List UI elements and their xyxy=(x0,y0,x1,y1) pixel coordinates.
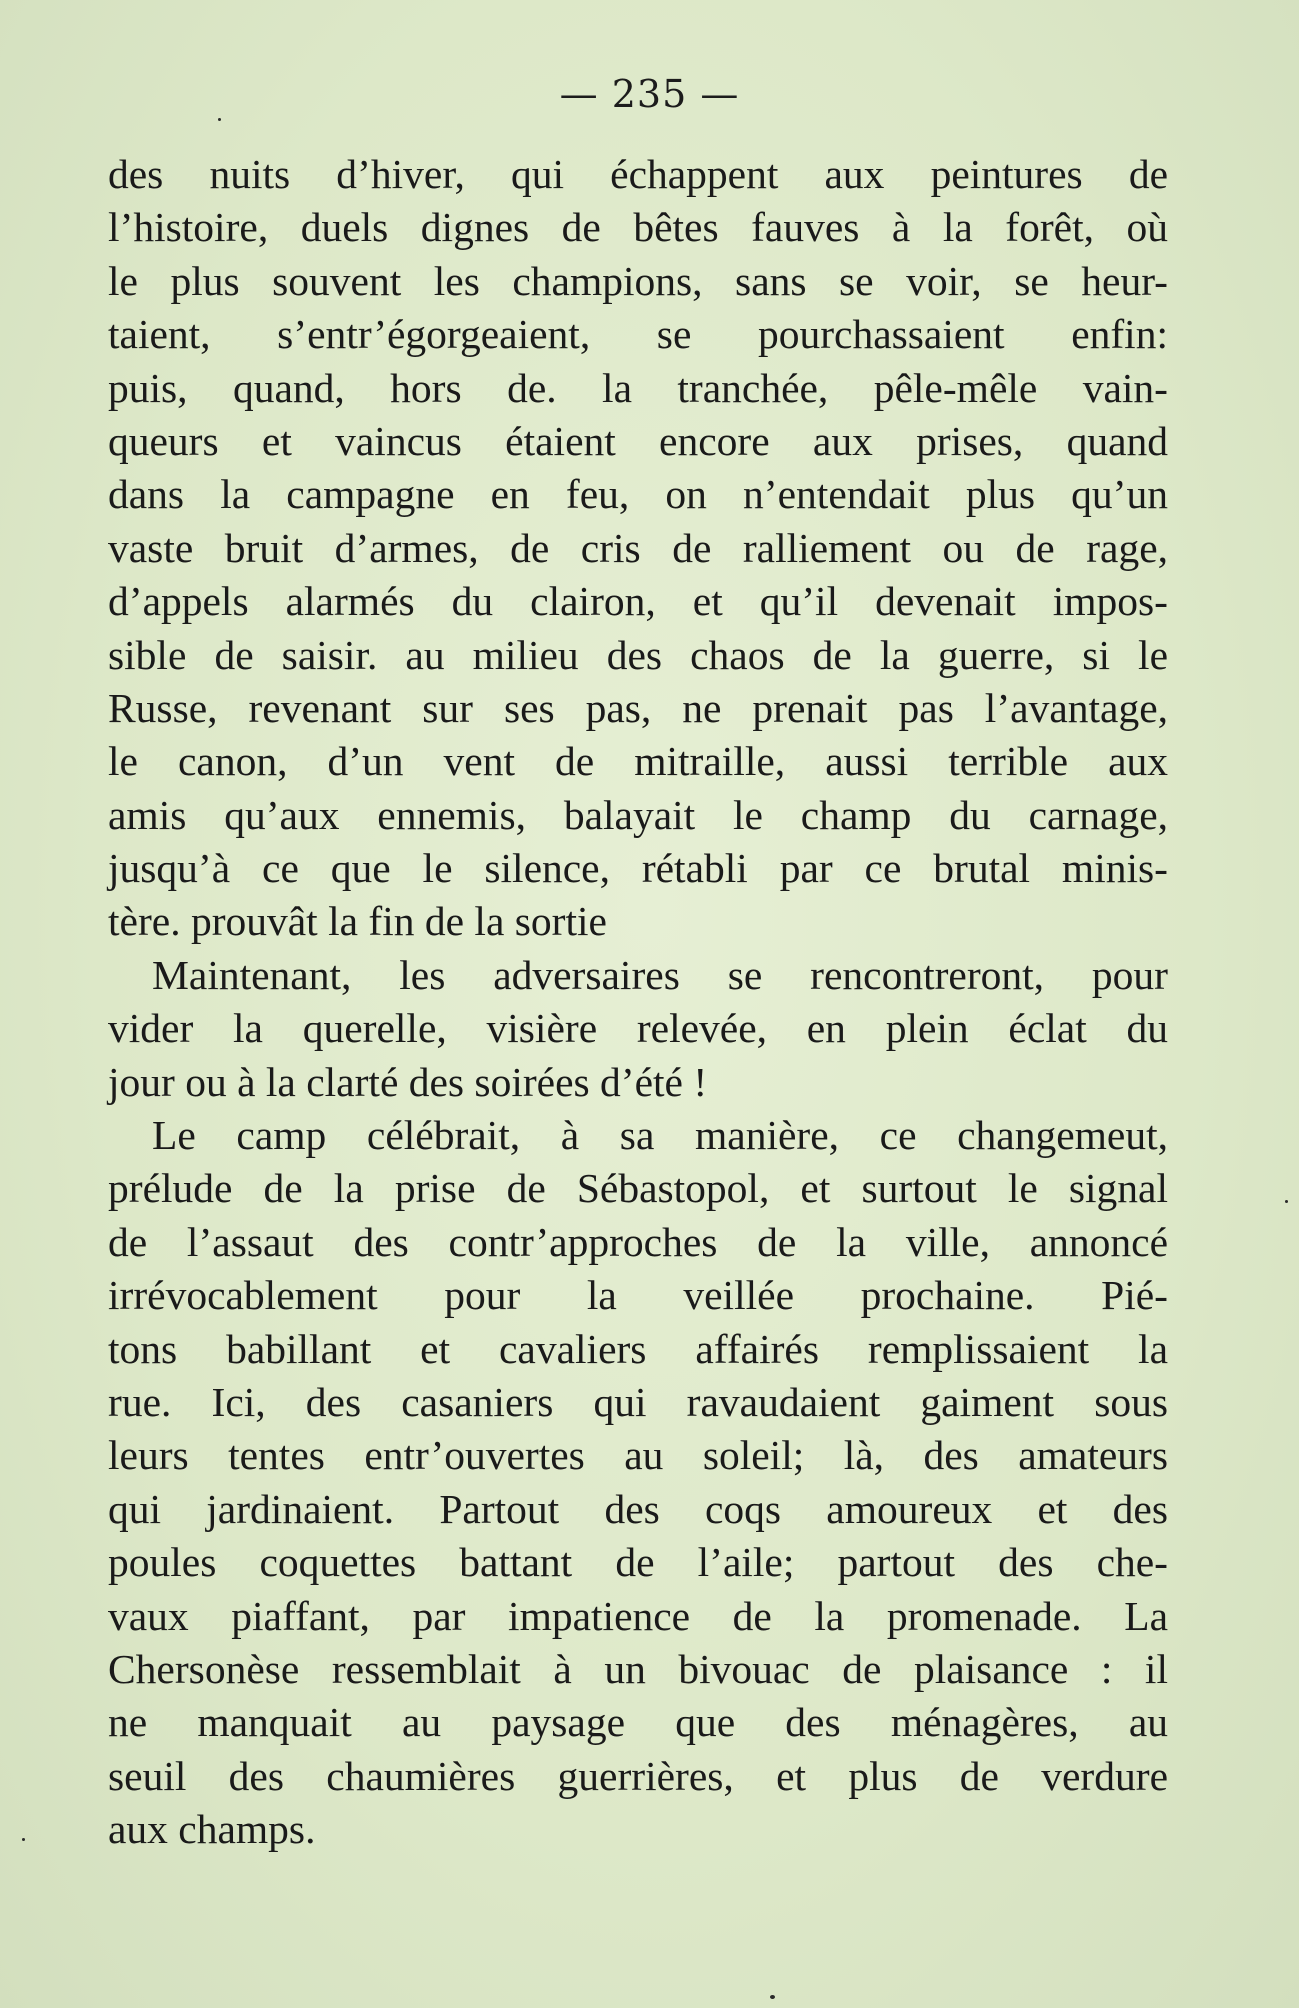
text-line: sible de saisir. au milieu des chaos de la guerre, si le xyxy=(108,631,1168,678)
text-line: prélude de la prise de Sébastopol, et surtout le signal xyxy=(108,1165,1168,1212)
text-line: vaux piaffant, par impatience de la promenade. La xyxy=(108,1592,1168,1639)
text-line: Le camp célébrait, à sa manière, ce changemeut, xyxy=(152,1112,1168,1159)
paper-speck xyxy=(218,118,221,121)
text-line: tère. prouvât la fin de la sortie xyxy=(108,898,607,945)
paper-speck xyxy=(770,1995,775,1999)
text-line: irrévocablement pour la veillée prochaine. Pié- xyxy=(108,1272,1168,1319)
text-line: Chersonèse ressemblait à un bivouac de plaisance : il xyxy=(108,1645,1168,1692)
text-line: seuil des chaumières guerrières, et plus de verdure xyxy=(108,1752,1168,1799)
text-line: queurs et vaincus étaient encore aux prises, quand xyxy=(108,417,1168,464)
text-line: Maintenant, les adversaires se rencontreront, pour xyxy=(152,951,1168,998)
text-line: poules coquettes battant de l’aile; partout des che- xyxy=(108,1539,1168,1586)
text-line: l’histoire, duels dignes de bêtes fauves à la forêt, où xyxy=(108,204,1168,251)
text-line: puis, quand, hors de. la tranchée, pêle-mêle vain- xyxy=(108,364,1168,411)
text-line: jusqu’à ce que le silence, rétabli par ce brutal minis- xyxy=(108,845,1168,892)
text-line: de l’assaut des contr’approches de la ville, annoncé xyxy=(108,1218,1168,1265)
body-text xyxy=(108,148,1168,1857)
text-line: jour ou à la clarté des soirées d’été ! xyxy=(108,1058,708,1105)
text-line: leurs tentes entr’ouvertes au soleil; là, des amateurs xyxy=(108,1432,1168,1479)
text-line: dans la campagne en feu, on n’entendait plus qu’un xyxy=(108,471,1168,518)
text-line: vaste bruit d’armes, de cris de ralliement ou de rage, xyxy=(108,524,1168,571)
text-line: qui jardinaient. Partout des coqs amoureux et des xyxy=(108,1485,1168,1532)
text-line: d’appels alarmés du clairon, et qu’il devenait impos- xyxy=(108,578,1168,625)
text-line: rue. Ici, des casaniers qui ravaudaient gaiment sous xyxy=(108,1378,1168,1425)
text-line: vider la querelle, visière relevée, en plein éclat du xyxy=(108,1005,1168,1052)
page-number: — 235 — xyxy=(559,72,740,116)
text-line: Russe, revenant sur ses pas, ne prenait pas l’avantage, xyxy=(108,684,1168,731)
text-line: amis qu’aux ennemis, balayait le champ du carnage, xyxy=(108,791,1168,838)
text-line: le canon, d’un vent de mitraille, aussi terrible aux xyxy=(108,738,1168,785)
text-line: taient, s’entr’égorgeaient, se pourchassaient enfin: xyxy=(108,311,1168,358)
paper-speck xyxy=(1285,1200,1288,1203)
text-line: aux champs. xyxy=(108,1806,316,1853)
text-line: des nuits d’hiver, qui échappent aux peintures de xyxy=(108,151,1168,197)
text-line: le plus souvent les champions, sans se voir, se heur- xyxy=(108,257,1168,304)
paper-speck xyxy=(22,1838,25,1841)
text-line: tons babillant et cavaliers affairés remplissaient la xyxy=(108,1325,1168,1372)
text-line: ne manquait au paysage que des ménagères, au xyxy=(108,1699,1168,1746)
